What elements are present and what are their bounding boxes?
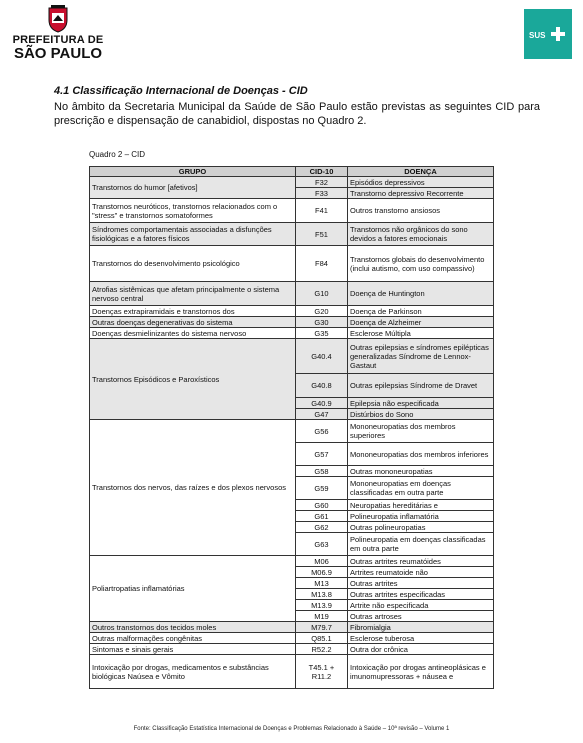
- cell-cid: G60: [296, 500, 348, 511]
- cell-doenca: Outros transtorno ansiosos: [348, 199, 494, 223]
- sus-logo: [524, 9, 572, 59]
- cell-doenca: Outras mononeuropatias: [348, 466, 494, 477]
- table-row: [90, 556, 494, 567]
- table-row: [90, 420, 494, 443]
- column-header-doenca: DOENÇA: [348, 167, 494, 177]
- cell-grupo: Transtornos do desenvolvimento psicológico: [90, 246, 296, 282]
- cid-table: [89, 166, 494, 689]
- table-header-row: [90, 167, 494, 177]
- section-title: 4.1 Classificação Internacional de Doenças - CID: [54, 85, 308, 97]
- table-row: [90, 306, 494, 317]
- cell-doenca: Doença de Parkinson: [348, 306, 494, 317]
- cell-doenca: Intoxicação por drogas antineoplásicas e imunomupressoras + náusea e: [348, 655, 494, 689]
- cell-grupo: Doenças desmielinizantes do sistema nervoso: [90, 328, 296, 339]
- cell-cid: F33: [296, 188, 348, 199]
- cell-cid: M06.9: [296, 567, 348, 578]
- cell-grupo: Outras doenças degenerativas do sistema: [90, 317, 296, 328]
- cell-doenca: Polineuropatia em doenças classificadas em outra parte: [348, 533, 494, 556]
- cell-doenca: Distúrbios do Sono: [348, 409, 494, 420]
- cell-cid: Q85.1: [296, 633, 348, 644]
- table-row: [90, 655, 494, 689]
- table-row: [90, 622, 494, 633]
- cell-cid: T45.1 + R11.2: [296, 655, 348, 689]
- prefeitura-logo: [8, 4, 108, 74]
- table-row: [90, 633, 494, 644]
- column-header-cid: CID-10: [296, 167, 348, 177]
- table-row: [90, 328, 494, 339]
- cell-doenca: Doença de Huntington: [348, 282, 494, 306]
- column-header-grupo: GRUPO: [90, 167, 296, 177]
- cell-cid: M13.9: [296, 600, 348, 611]
- table-row: [90, 199, 494, 223]
- coat-of-arms-icon: [43, 4, 73, 34]
- cell-doenca: Polineuropatia inflamatória: [348, 511, 494, 522]
- cell-doenca: Esclerose Múltipla: [348, 328, 494, 339]
- cell-cid: G47: [296, 409, 348, 420]
- cell-doenca: Outras artrites especificadas: [348, 589, 494, 600]
- cell-doenca: Neuropatias hereditárias e: [348, 500, 494, 511]
- cell-grupo: Outras malformações congênitas: [90, 633, 296, 644]
- cell-cid: G40.9: [296, 398, 348, 409]
- cell-cid: G56: [296, 420, 348, 443]
- cell-cid: G40.8: [296, 374, 348, 398]
- source-footnote: Fonte: Classificação Estatística Internacional de Doenças e Problemas Relacionado à Saúde – 10ª revisão – Volume 1: [133, 726, 450, 732]
- cell-grupo: Transtornos dos nervos, das raízes e dos plexos nervosos: [90, 420, 296, 556]
- cell-cid: M79.7: [296, 622, 348, 633]
- cell-cid: G57: [296, 443, 348, 466]
- cell-doenca: Outras artrites: [348, 578, 494, 589]
- table-row: [90, 246, 494, 282]
- cell-cid: G59: [296, 477, 348, 500]
- cell-doenca: Transtornos globais do desenvolvimento (inclui autismo, com uso compassivo): [348, 246, 494, 282]
- cell-doenca: Transtornos não orgânicos do sono devidos a fatores emocionais: [348, 223, 494, 246]
- health-cross-icon: [551, 27, 565, 41]
- table-row: [90, 282, 494, 306]
- cell-doenca: Mononeuropatias dos membros inferiores: [348, 443, 494, 466]
- cell-grupo: Transtornos do humor [afetivos]: [90, 177, 296, 199]
- page-header: [0, 0, 583, 75]
- cell-grupo: Poliartropatias inflamatórias: [90, 556, 296, 622]
- cell-doenca: Artrites reumatoide não: [348, 567, 494, 578]
- cell-cid: R52.2: [296, 644, 348, 655]
- cell-doenca: Artrite não especificada: [348, 600, 494, 611]
- cell-doenca: Mononeuropatias em doenças classificadas em outra parte: [348, 477, 494, 500]
- cell-cid: M13: [296, 578, 348, 589]
- sus-label: SUS: [529, 31, 546, 40]
- logo-line2: SÃO PAULO: [13, 45, 103, 62]
- cell-grupo: Síndromes comportamentais associadas a disfunções fisiológicas e a fatores físicos: [90, 223, 296, 246]
- cell-cid: G30: [296, 317, 348, 328]
- cell-doenca: Outras artroses: [348, 611, 494, 622]
- cell-cid: G62: [296, 522, 348, 533]
- cell-grupo: Intoxicação por drogas, medicamentos e substâncias biológicas Naúsea e Vômito: [90, 655, 296, 689]
- cell-cid: F84: [296, 246, 348, 282]
- table-row: [90, 339, 494, 374]
- table-row: [90, 644, 494, 655]
- cell-cid: F32: [296, 177, 348, 188]
- cell-cid: G40.4: [296, 339, 348, 374]
- table-row: [90, 177, 494, 188]
- cell-cid: G63: [296, 533, 348, 556]
- cell-cid: M06: [296, 556, 348, 567]
- table-caption: Quadro 2 – CID: [89, 150, 146, 159]
- cell-cid: G10: [296, 282, 348, 306]
- table-row: [90, 317, 494, 328]
- cell-doenca: Doença de Alzheimer: [348, 317, 494, 328]
- cell-cid: G35: [296, 328, 348, 339]
- cell-cid: G58: [296, 466, 348, 477]
- cell-cid: F51: [296, 223, 348, 246]
- cell-doenca: Transtorno depressivo Recorrente: [348, 188, 494, 199]
- cell-doenca: Outras epilepsias e síndromes epilépticas generalizadas Síndrome de Lennox-Gastaut: [348, 339, 494, 374]
- table-body: [90, 177, 494, 689]
- cell-cid: F41: [296, 199, 348, 223]
- cell-grupo: Doenças extrapiramidais e transtornos dos: [90, 306, 296, 317]
- cell-doenca: Mononeuropatias dos membros superiores: [348, 420, 494, 443]
- cell-doenca: Fibromialgia: [348, 622, 494, 633]
- cell-grupo: Outros transtornos dos tecidos moles: [90, 622, 296, 633]
- logo-line1: PREFEITURA DE: [12, 34, 104, 46]
- cell-grupo: Atrofias sistêmicas que afetam principalmente o sistema nervoso central: [90, 282, 296, 306]
- cell-doenca: Outras epilepsias Síndrome de Dravet: [348, 374, 494, 398]
- table-row: [90, 223, 494, 246]
- cell-grupo: Transtornos neuróticos, transtornos relacionados com o "stress" e transtornos somatoformes: [90, 199, 296, 223]
- cell-doenca: Episódios depressivos: [348, 177, 494, 188]
- cell-cid: M19: [296, 611, 348, 622]
- cell-doenca: Esclerose tuberosa: [348, 633, 494, 644]
- intro-paragraph: No âmbito da Secretaria Municipal da Saúde de São Paulo estão previstas as seguintes CID para prescrição e dispensação de canabidiol, dispostas no Quadro 2.: [54, 101, 540, 127]
- cell-doenca: Outras polineuropatias: [348, 522, 494, 533]
- cell-cid: G20: [296, 306, 348, 317]
- cell-doenca: Epilepsia não especificada: [348, 398, 494, 409]
- cell-cid: M13.8: [296, 589, 348, 600]
- cell-grupo: Transtornos Episódicos e Paroxísticos: [90, 339, 296, 420]
- cell-grupo: Sintomas e sinais gerais: [90, 644, 296, 655]
- cell-doenca: Outras artrites reumatóides: [348, 556, 494, 567]
- cell-doenca: Outra dor crônica: [348, 644, 494, 655]
- cell-cid: G61: [296, 511, 348, 522]
